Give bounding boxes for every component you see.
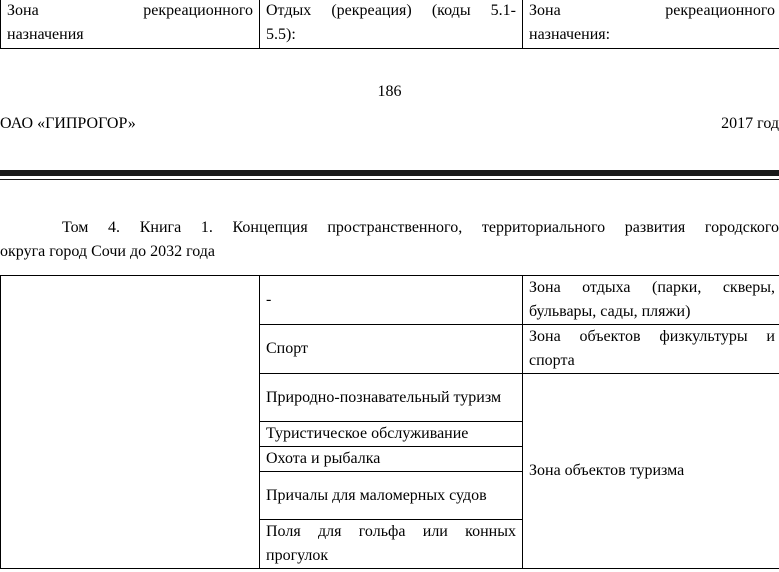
activity-cell: Охота и рыбалка	[260, 447, 523, 472]
zone-cell: Зона объектов физкультуры и спорта	[523, 325, 779, 374]
activity-cell: Поля для гольфа или конных прогулок	[260, 520, 523, 569]
page-divider-thick	[0, 170, 779, 176]
activity-cell: Причалы для маломерных судов	[260, 472, 523, 520]
table-row	[1, 0, 779, 49]
cell-text: назначения:	[529, 26, 611, 43]
zones-table	[0, 275, 779, 569]
document-header-line: округа город Сочи до 2032 года	[0, 243, 216, 260]
cell-text: назначения	[7, 26, 84, 43]
page-number: 186	[377, 83, 402, 100]
table-cell	[260, 0, 523, 49]
blank-cell	[1, 276, 260, 569]
table-row	[1, 276, 779, 325]
activity-cell: Туристическое обслуживание	[260, 422, 523, 447]
table-cell	[523, 0, 779, 49]
cell-text: 5.5):	[266, 26, 296, 43]
document-header-line: Том 4. Книга 1. Концепция пространственного, территориального развития городского	[62, 219, 779, 236]
top-table	[0, 0, 779, 49]
document-header	[0, 216, 779, 264]
footer-year: 2017 год	[721, 115, 779, 132]
cell-text: Зона рекреационного	[529, 2, 775, 19]
table-cell	[1, 0, 260, 49]
footer-company: ОАО «ГИПРОГОР»	[0, 115, 136, 132]
page-divider-thin	[0, 179, 779, 180]
zone-cell-merged: Зона объектов туризма	[523, 374, 779, 569]
zone-cell: Зона отдыха (парки, скверы, бульвары, сады, пляжи)	[523, 276, 779, 325]
activity-cell: Природно-познавательный туризм	[260, 374, 523, 422]
activity-cell: Спорт	[260, 325, 523, 374]
cell-text: Отдых (рекреация) (коды 5.1-	[266, 2, 516, 19]
cell-text: Зона рекреационного	[7, 2, 253, 19]
activity-cell: -	[260, 276, 523, 325]
